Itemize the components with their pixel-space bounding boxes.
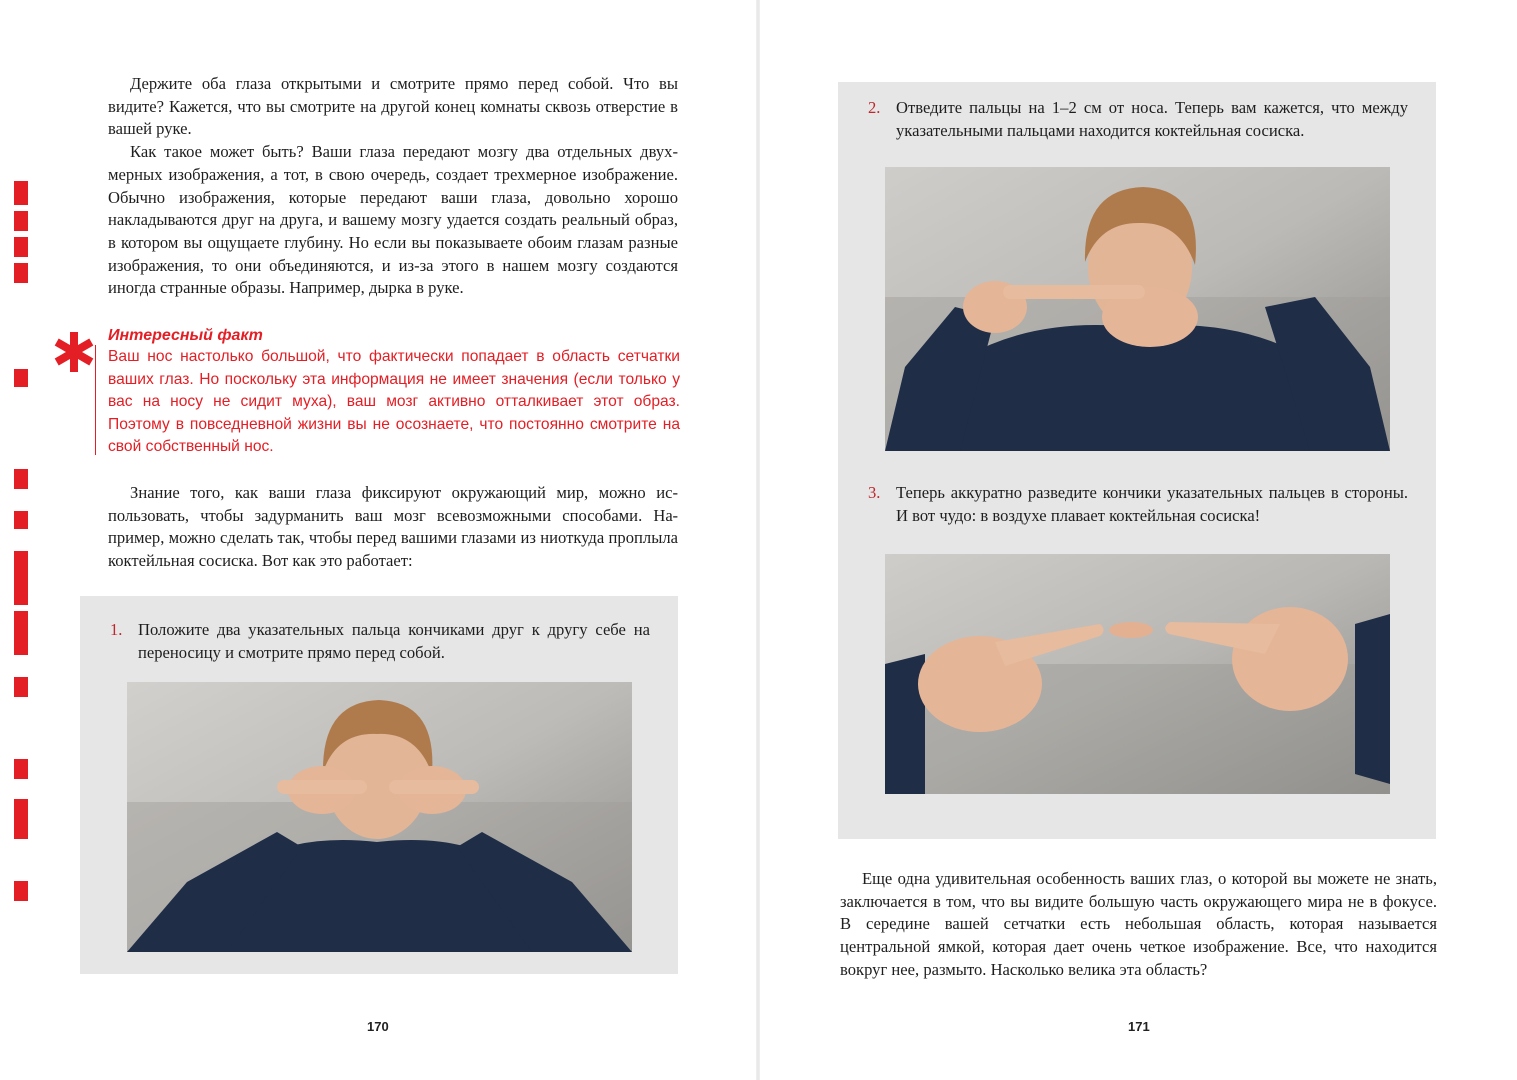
photo-floating-sausage [885, 554, 1390, 794]
text-line: (если только у вас на носу не сидит муха), ваш мозг активно отталки [108, 370, 680, 411]
fact-text [108, 346, 680, 459]
step-text [896, 97, 1408, 142]
photo-fingers-away-from-nose [885, 167, 1390, 451]
step-number: 2. [868, 98, 881, 117]
edge-marker [14, 369, 28, 387]
paragraph [108, 141, 678, 300]
text-line: Ваш нос настолько большой, что фактически попадает в область сет [108, 348, 641, 365]
text-line: Знание того, как ваши глаза фиксируют окружающий мир, можно ис [130, 483, 678, 502]
text-line: постоянно смотрите на свой собственный нос. [108, 415, 681, 456]
step-text [138, 619, 650, 664]
fact-divider [95, 345, 96, 455]
page-number: 171 [1128, 1019, 1150, 1034]
text-line: плыла коктейльная сосиска. Вот как это работает: [108, 528, 678, 571]
edge-marker [14, 511, 28, 529]
text-line: не знать, заключается в том, что вы видите большую часть окружающего [840, 869, 1437, 911]
edge-marker [14, 263, 28, 283]
body-text-intro [108, 73, 678, 300]
text-line: накладываются друг на друга, и вашему мозгу удается создать реальный [108, 210, 635, 230]
text-line: ние. Все, что находится вокруг нее, размыто. Насколько велика эта область? [840, 937, 1437, 979]
edge-marker [14, 181, 28, 205]
text-line: жду указательными пальцами находится коктейльная сосиска. [896, 98, 1408, 140]
edge-marker [14, 677, 28, 697]
text-line: в стороны. И вот чудо: в воздухе плавает коктейльная сосиска! [896, 483, 1408, 525]
text-line: создаются иногда странные образы. Например, дырка в руке. [108, 255, 678, 298]
text-line: Еще одна удивительная особенность ваших глаз, о которой вы можете [862, 869, 1375, 888]
text-line: стие в вашей руке. [108, 96, 678, 139]
edge-marker [14, 759, 28, 779]
edge-marker [14, 799, 28, 839]
asterisk-icon [52, 330, 96, 374]
page-edge-markers [14, 181, 28, 901]
text-line: образ, в котором вы ощущаете глубину. Но если вы показываете обоим гла [108, 210, 678, 252]
text-line: Держите оба глаза открытыми и смотрите прямо перед собой. Что вы [130, 74, 678, 93]
step-2 [868, 97, 1408, 142]
interesting-fact-box [108, 326, 680, 459]
text-line: Положите два указательных пальца кончиками друг к другу себе [138, 620, 634, 639]
text-line: на переносицу и смотрите прямо перед собой. [138, 620, 650, 662]
text-line: видите? Кажется, что вы смотрите на другой конец комнаты сквозь отвер [108, 96, 635, 116]
step-number: 3. [868, 483, 881, 502]
edge-marker [14, 551, 28, 605]
text-line: рая называется центральной ямкой, которая дает очень четкое изображе [840, 914, 1437, 957]
text-line: чатки ваших глаз. Но поскольку эта информация не имеет значения [108, 348, 680, 388]
step-3 [868, 482, 1408, 527]
body-text-fovea [840, 868, 1437, 982]
text-line: зам разные изображения, то они объединяются, и из-за этого в нашем мозгу [108, 232, 678, 275]
paragraph [108, 482, 678, 573]
text-line: Теперь аккуратно разведите кончики указательных пальцев [896, 483, 1331, 502]
text-line: мира не в фокусе. В середине вашей сетчатки есть небольшая область, кото [840, 891, 1438, 934]
text-line: Как такое может быть? Ваши глаза передают мозгу два отдельных двух [130, 142, 678, 162]
step-1 [110, 619, 650, 664]
paragraph [840, 868, 1437, 982]
book-gutter [756, 0, 760, 1080]
text-line: Отведите пальцы на 1–2 см от носа. Теперь вам кажется, что ме [896, 98, 1380, 117]
text-line: вает этот образ. Поэтому в повседневной жизни вы не осознаете, что [108, 393, 680, 433]
step-text [896, 482, 1408, 527]
edge-marker [14, 469, 28, 489]
page-number: 170 [367, 1019, 389, 1034]
text-line: мерных изображения, а тот, в свою очередь, создает трехмерное изображе [108, 164, 649, 184]
edge-marker [14, 611, 28, 655]
edge-marker [14, 237, 28, 257]
body-text-trick [108, 482, 678, 573]
text-line: пользовать, чтобы задурманить ваш мозг всевозможными способами. На [108, 505, 678, 525]
text-line: ние. Обычно изображения, которые передают ваши глаза, довольно хорошо [108, 164, 678, 207]
photo-fingers-on-nose-bridge [127, 682, 632, 952]
edge-marker [14, 881, 28, 901]
paragraph [108, 73, 678, 141]
step-number: 1. [110, 620, 123, 639]
edge-marker [14, 211, 28, 231]
text-line: пример, можно сделать так, чтобы перед вашими глазами из ниоткуда про [108, 528, 635, 548]
fact-title: Интересный факт [108, 327, 263, 344]
